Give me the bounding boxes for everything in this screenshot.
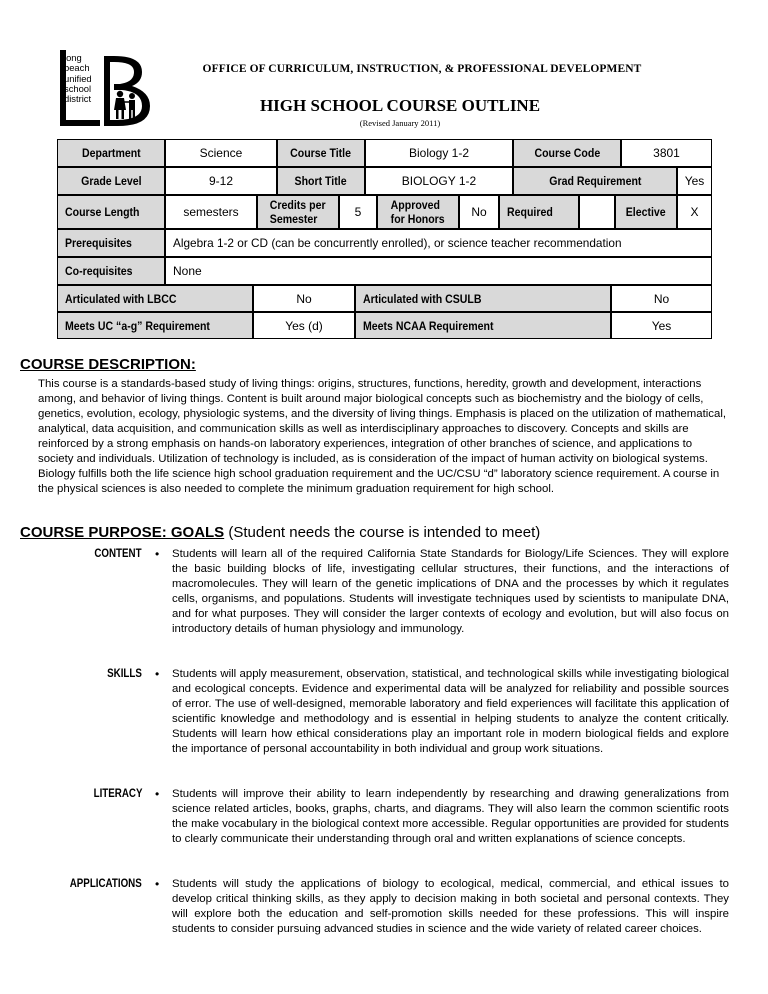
prerequisites-value: Algebra 1-2 or CD (can be concurrently enrolled), or science teacher recommendation — [165, 229, 712, 257]
required-label: Required — [499, 195, 579, 229]
goal-text-content: Students will learn all of the required California State Standards for Biology/Life Sciences. They will explore the basic building blocks of life, investigating cellular structures, their functions, and the interactions of macromolecules. They will learn of the genetic implications of DNA and the processes by which it regulates cells, organisms, and populations. Students will investigate techniques used by scientists to manipulate DNA, and for what purposes. They will consider the larger contexts of ecology and evolution, but will also focus on introductory details of human physiology and immunology. — [172, 548, 729, 635]
goal-label-content: CONTENT — [94, 548, 142, 560]
prerequisites-label: Prerequisites — [57, 229, 165, 257]
uc-requirement-value: Yes (d) — [253, 312, 355, 339]
course-purpose-title: COURSE PURPOSE: GOALS — [20, 524, 225, 541]
honors-label-line1: Approved — [391, 198, 441, 212]
department-label: Department — [57, 139, 165, 167]
credits-label — [257, 195, 339, 229]
honors-label — [377, 195, 459, 229]
elective-value: X — [677, 195, 712, 229]
goal-text-applications: Students will study the applications of biology to ecological, medical, commercial, and ethical issues to develop critical thinking skills, as they apply to decision making in both societal and personal contexts. They will explore both the education and self-promotion skills needed for these professions. This will inspire students to consider pursuing advanced studies in science and the wide variety of related career choices. — [172, 878, 729, 935]
bullet-icon: • — [155, 787, 160, 801]
credits-label-line1: Credits per — [270, 198, 326, 212]
course-title-label: Course Title — [277, 139, 365, 167]
bullet-icon: • — [155, 547, 160, 561]
course-purpose-subheading: (Student needs the course is intended to meet) — [228, 524, 541, 541]
csulb-value: No — [611, 285, 712, 312]
course-purpose-heading — [20, 524, 540, 541]
logo-line: long — [64, 52, 82, 63]
grad-requirement-value: Yes — [677, 167, 712, 195]
course-code-label: Course Code — [513, 139, 621, 167]
grade-level-label: Grade Level — [57, 167, 165, 195]
logo-line: unified — [64, 72, 92, 84]
logo-text — [64, 53, 92, 104]
goal-label-literacy: LITERACY — [93, 788, 142, 800]
elective-label: Elective — [615, 195, 677, 229]
corequisites-value: None — [165, 257, 712, 285]
goal-label-applications: APPLICATIONS — [69, 878, 142, 890]
logo-line: beach — [64, 62, 90, 74]
logo-line: district — [64, 93, 92, 105]
course-info-table — [57, 139, 712, 339]
honors-label-line2: for Honors — [391, 212, 445, 226]
course-length-value: semesters — [165, 195, 257, 229]
course-title-value: Biology 1-2 — [365, 139, 513, 167]
short-title-label: Short Title — [277, 167, 365, 195]
logo-children-figures — [114, 91, 135, 119]
bullet-icon: • — [155, 877, 160, 891]
office-heading: OFFICE OF CURRICULUM, INSTRUCTION, & PROFESSIONAL DEVELOPMENT — [202, 63, 642, 75]
uc-requirement-label: Meets UC “a-g” Requirement — [57, 312, 253, 339]
required-value — [579, 195, 615, 229]
course-description-text: This course is a standards-based study of living things: origins, structures, functions, heredity, growth and development, interactions among, and behavior of living things. Content is built around major biological concepts such as biochemistry and the biology of cells, genetics, evolution, ecology, physiologic systems, and the diversity of living things. Emphasis is placed on the utilization of mathematical, analytical, data acquisition, and communication skills as well as interdisciplinary approaches to discovery. Concepts and skills are reinforced by a strong emphasis on hands-on laboratory experiences, integration of other branches of science, and applications to society and individuals. Utilization of technology is included, as is consideration of the impact of human activity on biological systems. Biology fulfills both the life science high school graduation requirement and the UC/CSU “d” laboratory science requirement. A course in the physical sciences is also needed to complete the minimum graduation requirement for high school. — [38, 378, 727, 495]
credits-label-line2: Semester — [270, 212, 318, 226]
logo-b-shape — [104, 56, 150, 126]
credits-value: 5 — [339, 195, 377, 229]
short-title-value: BIOLOGY 1-2 — [365, 167, 513, 195]
corequisites-label: Co-requisites — [57, 257, 165, 285]
course-length-label: Course Length — [57, 195, 165, 229]
department-value: Science — [165, 139, 277, 167]
lbcc-label: Articulated with LBCC — [57, 285, 253, 312]
grade-level-value: 9-12 — [165, 167, 277, 195]
grad-requirement-label: Grad Requirement — [513, 167, 677, 195]
ncaa-requirement-value: Yes — [611, 312, 712, 339]
lbcc-value: No — [253, 285, 355, 312]
goal-label-skills: SKILLS — [107, 668, 142, 680]
document-title: HIGH SCHOOL COURSE OUTLINE — [259, 96, 541, 115]
goal-text-skills: Students will apply measurement, observation, statistical, and technological skills while investigating biological and ecological concepts. Evidence and experimental data will be analyzed for reliability and possible sources of error. The use of well-designed, memorable laboratory and field experiences will facilitate this application of scientific knowledge and methodology and is essential in helping students to analyze the content critically. Students will learn how ethical considerations play an important role in modern biological fields and explore the importance of personal accountability in both individual and group work situations. — [172, 668, 729, 755]
bullet-icon: • — [155, 667, 160, 681]
goal-text-literacy: Students will improve their ability to learn independently by researching and drawing generalizations from science related articles, books, graphs, charts, and diagrams. They will also learn the common scientific roots the make vocabulary in the biological context more accessible. Regular opportunities are provided for students to clearly communicate their understanding through oral and written explanations of science concepts. — [172, 788, 729, 845]
revision-date: (Revised January 2011) — [359, 118, 441, 128]
course-code-value: 3801 — [621, 139, 712, 167]
honors-value: No — [459, 195, 499, 229]
csulb-label: Articulated with CSULB — [355, 285, 611, 312]
course-description-heading: COURSE DESCRIPTION: — [20, 356, 196, 373]
ncaa-requirement-label: Meets NCAA Requirement — [355, 312, 611, 339]
logo-line: school — [64, 82, 92, 94]
